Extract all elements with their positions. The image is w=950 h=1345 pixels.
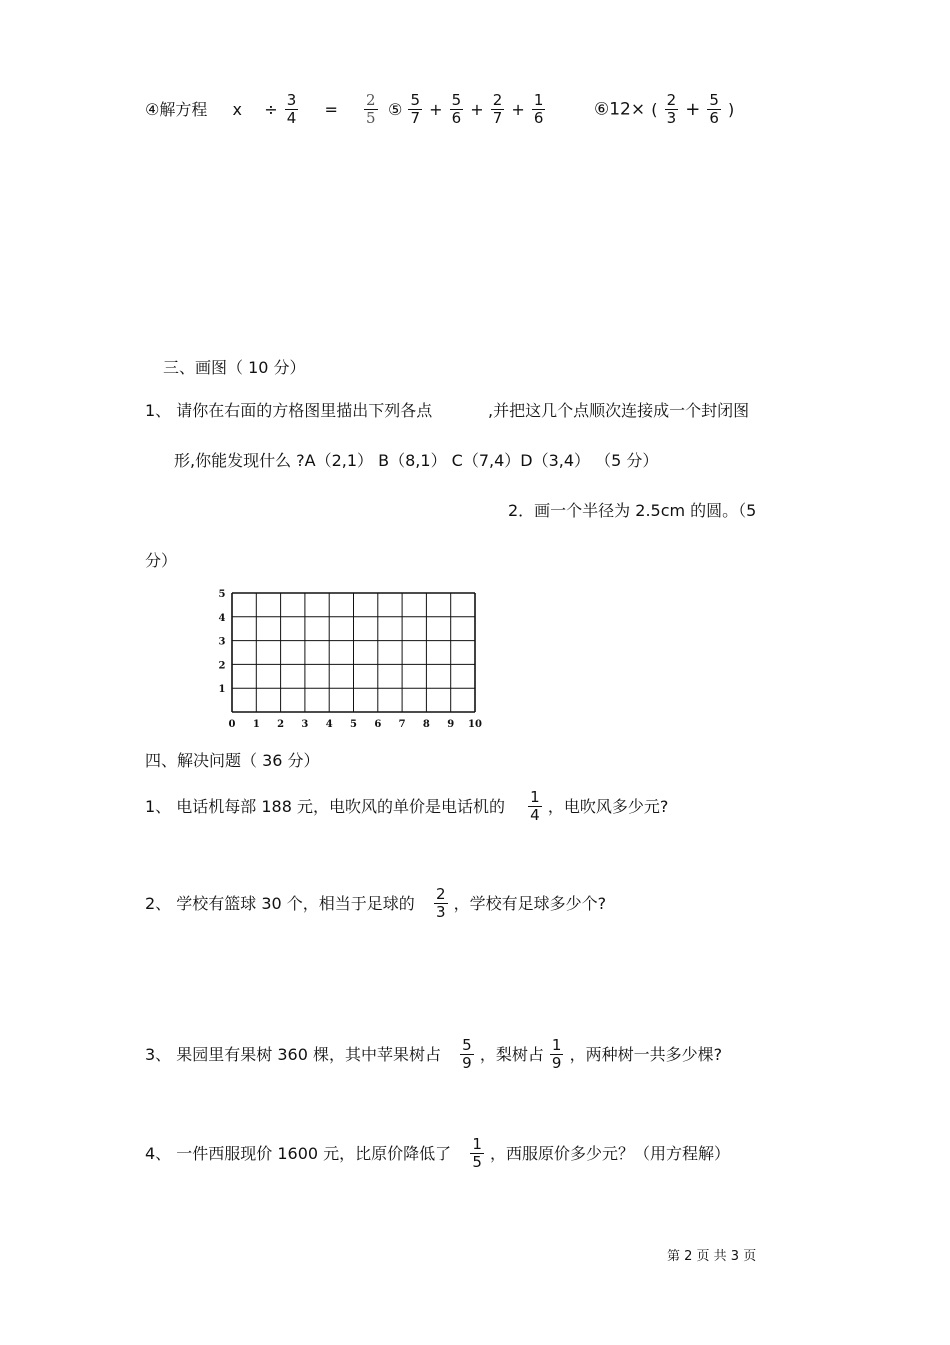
x-tick-label: 2 [277, 719, 285, 730]
fraction-2-3: $\frac{2}{3}$ [666, 91, 677, 128]
fraction-1-6: $\frac{1}{6}$ [533, 91, 544, 128]
fraction-5-7: $\frac{5}{7}$ [410, 91, 420, 128]
problem-4-3-text-a: 3、 果园里有果树 360 棵，其中苹果树占 [145, 1044, 441, 1064]
plus-sign: + [685, 98, 701, 120]
equals-sign: = [324, 99, 338, 119]
x-tick-label: 8 [422, 719, 430, 730]
x-tick-label: 0 [228, 719, 236, 730]
y-tick-label: 5 [218, 589, 226, 600]
problem-4-4-text-a: 4、 一件西服现价 1600 元，比原价降低了 [145, 1143, 452, 1163]
plus-sign: + [429, 99, 443, 119]
equation-4 [145, 92, 379, 128]
problem-4-3-text-b: ，两种树一共多少棵? [569, 1044, 723, 1064]
x-tick-label: 3 [301, 719, 309, 730]
x-tick-label: 7 [398, 719, 406, 730]
x-tick-label: 6 [374, 719, 382, 730]
problem-4-3 [145, 1037, 722, 1073]
divide-sign: ÷ [264, 99, 278, 119]
question-3-1-line-1b: ,并把这几个点顺次连接成一个封闭图 [488, 401, 750, 420]
y-tick-label: 4 [218, 612, 226, 624]
problem-4-4 [145, 1136, 730, 1172]
variable-x: x [232, 99, 243, 119]
close-paren: ) [728, 99, 735, 119]
y-tick-label: 1 [218, 684, 226, 696]
x-tick-label: 1 [252, 719, 260, 730]
fraction-3-4: $\frac{3}{4}$ [286, 91, 297, 128]
question-3-1-line-2: 形,你能发现什么 ?A（2,1） B（8,1） C（7,4）D（3,4） （5 分） [174, 451, 659, 470]
equation-6-label: ⑥12× [594, 99, 646, 120]
section-3-title: 三、画图（ 10 分） [163, 358, 306, 377]
fraction-5-6: $\frac{5}{6}$ [709, 91, 719, 128]
equation-5 [388, 92, 546, 128]
fraction-1-9: $\frac{1}{9}$ [551, 1036, 562, 1073]
fraction-5-9: $\frac{5}{9}$ [462, 1036, 472, 1073]
x-tick-label: 9 [447, 719, 455, 730]
problem-4-2-text-a: 2、 学校有篮球 30 个，相当于足球的 [145, 893, 415, 913]
problem-4-1 [145, 789, 668, 825]
equation-6 [594, 92, 735, 128]
fraction-5-6: $\frac{5}{6}$ [451, 91, 462, 128]
x-tick-label: 10 [468, 719, 482, 730]
problem-4-1-text-b: ，电吹风多少元? [547, 796, 669, 816]
fraction-2-7: $\frac{2}{7}$ [492, 91, 503, 128]
plus-sign: + [470, 99, 484, 119]
section-4-title: 四、解决问题（ 36 分） [145, 751, 320, 770]
problem-4-1-text-a: 1、 电话机每部 188 元，电吹风的单价是电话机的 [145, 796, 505, 816]
equation-4-label: ④解方程 [145, 99, 208, 119]
y-tick-label: 3 [218, 636, 226, 648]
equation-5-label: ⑤ [388, 99, 403, 119]
fraction-2-3: $\frac{2}{3}$ [436, 885, 446, 922]
y-tick-label: 2 [218, 660, 226, 672]
open-paren: ( [651, 99, 658, 119]
question-3-1-line-1a: 1、 请你在右面的方格图里描出下列各点 [145, 401, 433, 420]
question-3-2-line-2: 分） [145, 551, 178, 570]
fraction-1-4: $\frac{1}{4}$ [530, 788, 540, 825]
question-3-2-line-1: 2．画一个半径为 2.5cm 的圆。（5 [508, 501, 757, 520]
coordinate-grid [200, 582, 490, 734]
problem-4-4-text-b: ，西服原价多少元？（用方程解） [490, 1143, 731, 1163]
problem-4-2 [145, 886, 606, 922]
plus-sign: + [511, 99, 525, 119]
x-tick-label: 4 [325, 719, 333, 730]
problem-4-3-text-m: ，梨树占 [479, 1044, 544, 1064]
fraction-2-5: $\frac{2}{5}$ [366, 91, 376, 128]
fraction-1-5: $\frac{1}{5}$ [472, 1135, 482, 1172]
x-tick-label: 5 [350, 719, 357, 730]
problem-4-2-text-b: ，学校有足球多少个? [453, 893, 607, 913]
page-number: 第 2 页 共 3 页 [667, 1249, 757, 1264]
